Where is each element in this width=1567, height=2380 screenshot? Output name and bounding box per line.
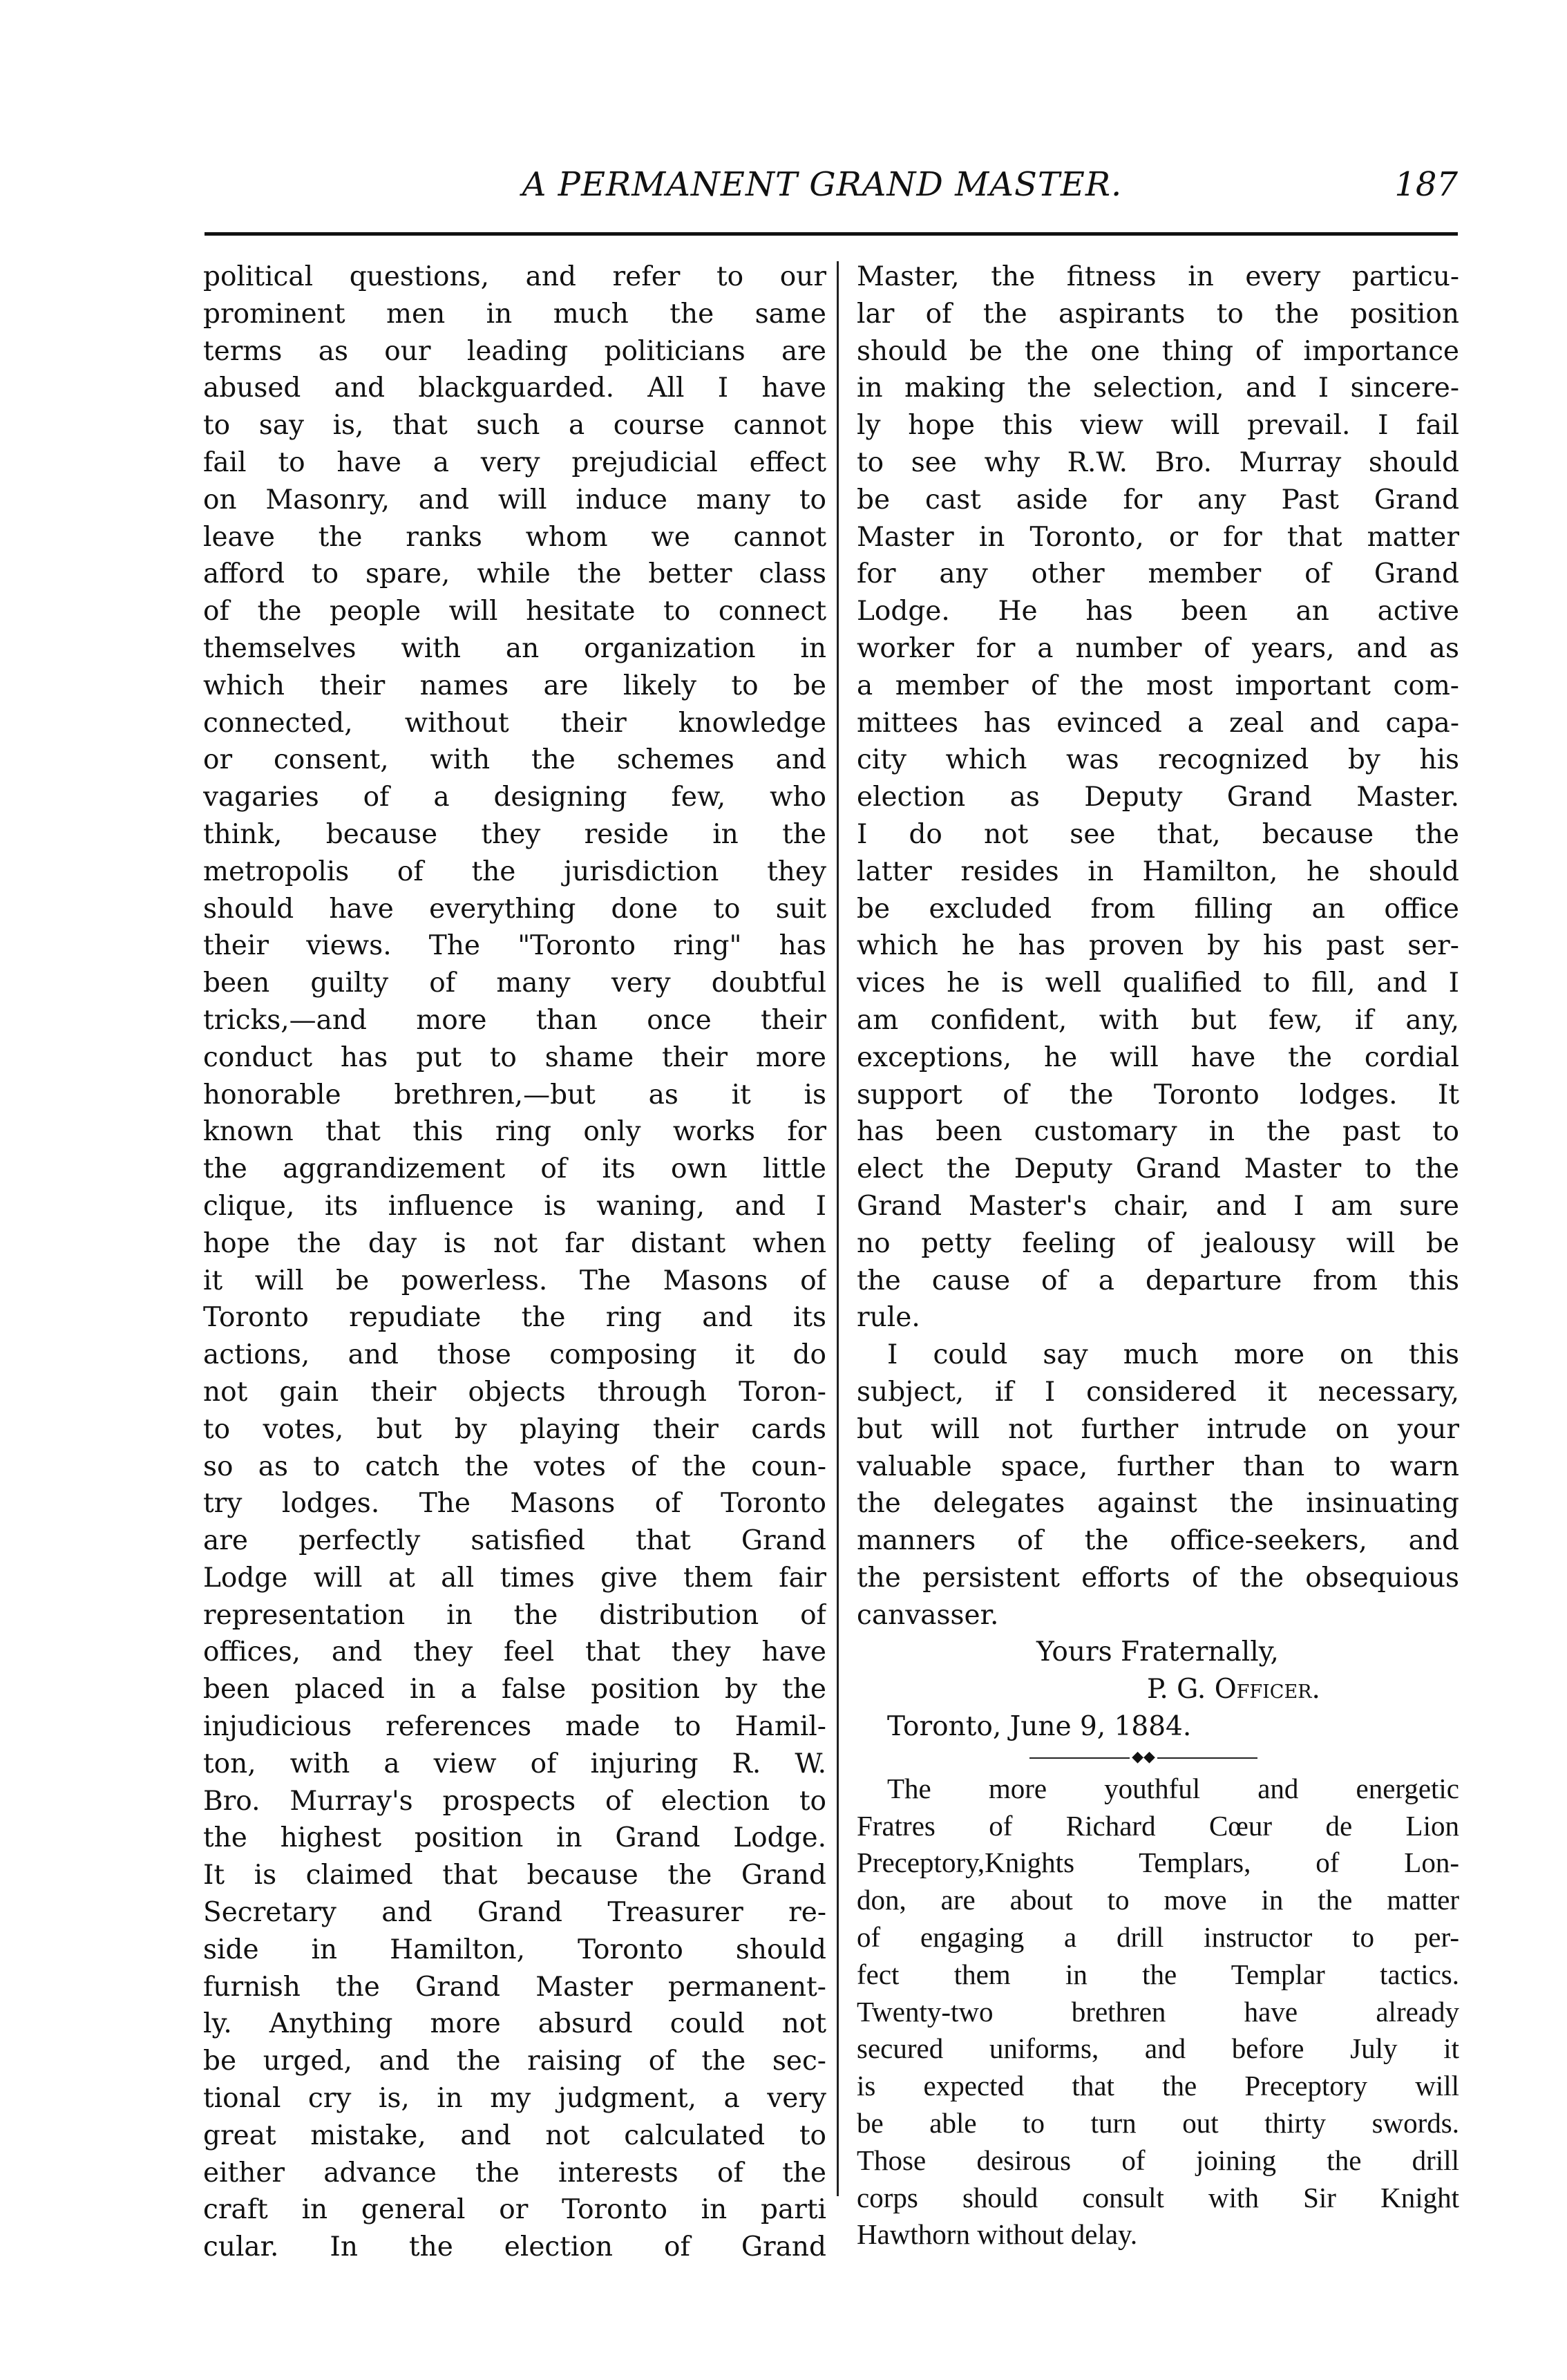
text-line: subject, if I considered it necessary, — [857, 1376, 1459, 1408]
text-line: the aggrandizement of its own little — [203, 1153, 826, 1185]
text-line: the delegates against the insinuating — [857, 1488, 1459, 1520]
left-column — [203, 258, 826, 2266]
text-line: be urged, and the raising of the sec- — [203, 2046, 826, 2077]
section-divider — [857, 1746, 1459, 1770]
text-line: latter resides in Hamilton, he should — [857, 856, 1459, 887]
text-line: injudicious references made to Hamil- — [203, 1711, 826, 1743]
running-head — [387, 160, 1458, 209]
text-line: tional cry is, in my judgment, a very — [203, 2083, 826, 2115]
text-line: which he has proven by his past ser- — [857, 930, 1459, 962]
text-line: election as Deputy Grand Master. — [857, 782, 1459, 813]
text-line: city which was recognized by his — [857, 744, 1459, 776]
text-line: a member of the most important com- — [857, 670, 1459, 701]
news-item-preceptory — [857, 1770, 1459, 2254]
text-line: afford to spare, while the better class — [203, 558, 826, 590]
text-line: craft in general or Toronto in parti — [203, 2194, 826, 2226]
text-line: fail to have a very prejudicial effect — [203, 446, 826, 478]
text-line: lar of the aspirants to the position — [857, 298, 1459, 330]
text-line: be excluded from filling an office — [857, 893, 1459, 925]
text-line: in making the selection, and I sincere- — [857, 372, 1459, 404]
letter-paragraph-1 — [857, 258, 1459, 1337]
right-column — [857, 258, 1459, 2254]
text-line: try lodges. The Masons of Toronto — [203, 1488, 826, 1520]
text-line: been placed in a false position by the — [203, 1674, 826, 1706]
text-line: side in Hamilton, Toronto should — [203, 1934, 826, 1965]
text-line: should be the one thing of importance — [857, 335, 1459, 367]
page-number: 187 — [1394, 165, 1458, 204]
text-line: representation in the distribution of — [203, 1599, 826, 1631]
text-line: so as to catch the votes of the coun- — [203, 1451, 826, 1482]
text-line: connected, without their knowledge — [203, 707, 826, 739]
text-line: it will be powerless. The Masons of — [203, 1265, 826, 1296]
text-line: been guilty of many very doubtful — [203, 967, 826, 999]
text-line: worker for a number of years, and as — [857, 632, 1459, 664]
text-line: exceptions, he will have the cordial — [857, 1041, 1459, 1073]
text-line: to say is, that such a course cannot — [203, 410, 826, 442]
text-line: the highest position in Grand Lodge. — [203, 1822, 826, 1854]
text-line: ly. Anything more absurd could not — [203, 2008, 826, 2040]
signature-name: P. G. Officer. — [1147, 1674, 1320, 1706]
letter-paragraph-2 — [857, 1337, 1459, 1634]
text-line: not gain their objects through Toron- — [203, 1376, 826, 1408]
text-line: Preceptory,Knights Templars, of Lon- — [857, 1847, 1459, 1879]
text-line: offices, and they feel that they have — [203, 1636, 826, 1668]
text-line: am confident, with but few, if any, — [857, 1004, 1459, 1036]
text-line: political questions, and refer to our — [203, 261, 826, 292]
text-line: to votes, but by playing their cards — [203, 1413, 826, 1445]
text-line: Grand Master's chair, and I am sure — [857, 1190, 1459, 1222]
text-line: rule. — [857, 1302, 920, 1334]
text-line: Hawthorn without delay. — [857, 2218, 1138, 2251]
header-rule — [205, 232, 1458, 236]
text-line: should have everything done to suit — [203, 893, 826, 925]
text-line: which their names are likely to be — [203, 670, 826, 701]
text-line: Secretary and Grand Treasurer re- — [203, 1897, 826, 1929]
text-line: ly hope this view will prevail. I fail — [857, 410, 1459, 442]
text-line: the persistent efforts of the obsequious — [857, 1562, 1459, 1594]
text-line: actions, and those composing it do — [203, 1339, 826, 1371]
text-line: are perfectly satisfied that Grand — [203, 1525, 826, 1557]
text-line: vices he is well qualified to fill, and I — [857, 967, 1459, 999]
text-line: abused and blackguarded. All I have — [203, 372, 826, 404]
text-line: clique, its influence is waning, and I — [203, 1190, 826, 1222]
text-line: of engaging a drill instructor to per- — [857, 1921, 1459, 1954]
running-title: A PERMANENT GRAND MASTER. — [522, 165, 1123, 204]
text-line: don, are about to move in the matter — [857, 1884, 1459, 1916]
text-line: their views. The "Toronto ring" has — [203, 930, 826, 962]
text-line: ton, with a view of injuring R. W. — [203, 1748, 826, 1779]
text-line: Master in Toronto, or for that matter — [857, 521, 1459, 553]
text-line: I could say much more on this — [887, 1339, 1459, 1371]
text-line: prominent men in much the same — [203, 298, 826, 330]
text-line: Twenty-two brethren have already — [857, 1995, 1459, 2028]
signature-closing: Yours Fraternally, — [1036, 1636, 1279, 1668]
text-line: known that this ring only works for — [203, 1116, 826, 1148]
text-line: Lodge will at all times give them fair — [203, 1562, 826, 1594]
text-line: great mistake, and not calculated to — [203, 2119, 826, 2151]
signature-place-date: Toronto, June 9, 1884. — [887, 1711, 1192, 1743]
text-line: leave the ranks whom we cannot — [203, 521, 826, 553]
text-line: Those desirous of joining the drill — [857, 2144, 1459, 2176]
text-line: manners of the office-seekers, and — [857, 1525, 1459, 1557]
text-line: metropolis of the jurisdiction they — [203, 856, 826, 887]
text-line: either advance the interests of the — [203, 2157, 826, 2189]
text-line: be cast aside for any Past Grand — [857, 484, 1459, 516]
text-line: has been customary in the past to — [857, 1116, 1459, 1148]
text-line: be able to turn out thirty swords. — [857, 2107, 1459, 2140]
text-line: cular. In the election of Grand — [203, 2231, 826, 2263]
text-line: fect them in the Templar tactics. — [857, 1958, 1459, 1990]
text-line: furnish the Grand Master permanent- — [203, 1971, 826, 2003]
text-line: on Masonry, and will induce many to — [203, 484, 826, 516]
text-line: Lodge. He has been an active — [857, 596, 1459, 627]
text-line: The more youthful and energetic — [887, 1772, 1459, 1804]
column-divider-rule — [837, 261, 839, 2196]
text-line: canvasser. — [857, 1599, 999, 1631]
text-line: I do not see that, because the — [857, 818, 1459, 850]
text-line: to see why R.W. Bro. Murray should — [857, 446, 1459, 478]
text-line: hope the day is not far distant when — [203, 1227, 826, 1259]
text-line: support of the Toronto lodges. It — [857, 1079, 1459, 1111]
text-line: secured uniforms, and before July it — [857, 2032, 1459, 2065]
text-line: honorable brethren,—but as it is — [203, 1079, 826, 1111]
text-line: or consent, with the schemes and — [203, 744, 826, 776]
text-line: valuable space, further than to warn — [857, 1451, 1459, 1482]
divider-ornament: ◆◆ — [1130, 1750, 1157, 1765]
text-line: corps should consult with Sir Knight — [857, 2181, 1459, 2213]
text-line: no petty feeling of jealousy will be — [857, 1227, 1459, 1259]
text-line: elect the Deputy Grand Master to the — [857, 1153, 1459, 1185]
text-line: the cause of a departure from this — [857, 1265, 1459, 1296]
text-line: vagaries of a designing few, who — [203, 782, 826, 813]
text-line: terms as our leading politicians are — [203, 335, 826, 367]
text-line: Toronto repudiate the ring and its — [203, 1302, 826, 1334]
text-line: is expected that the Preceptory will — [857, 2070, 1459, 2102]
text-line: mittees has evinced a zeal and capa- — [857, 707, 1459, 739]
text-line: tricks,—and more than once their — [203, 1004, 826, 1036]
text-line: conduct has put to shame their more — [203, 1041, 826, 1073]
text-line: of the people will hesitate to connect — [203, 596, 826, 627]
text-line: Fratres of Richard Cœur de Lion — [857, 1809, 1459, 1842]
text-line: Master, the fitness in every particu- — [857, 261, 1459, 292]
text-line: It is claimed that because the Grand — [203, 1860, 826, 1891]
text-line: think, because they reside in the — [203, 818, 826, 850]
text-line: Bro. Murray's prospects of election to — [203, 1785, 826, 1817]
text-line: themselves with an organization in — [203, 632, 826, 664]
text-line: but will not further intrude on your — [857, 1413, 1459, 1445]
text-line: for any other member of Grand — [857, 558, 1459, 590]
